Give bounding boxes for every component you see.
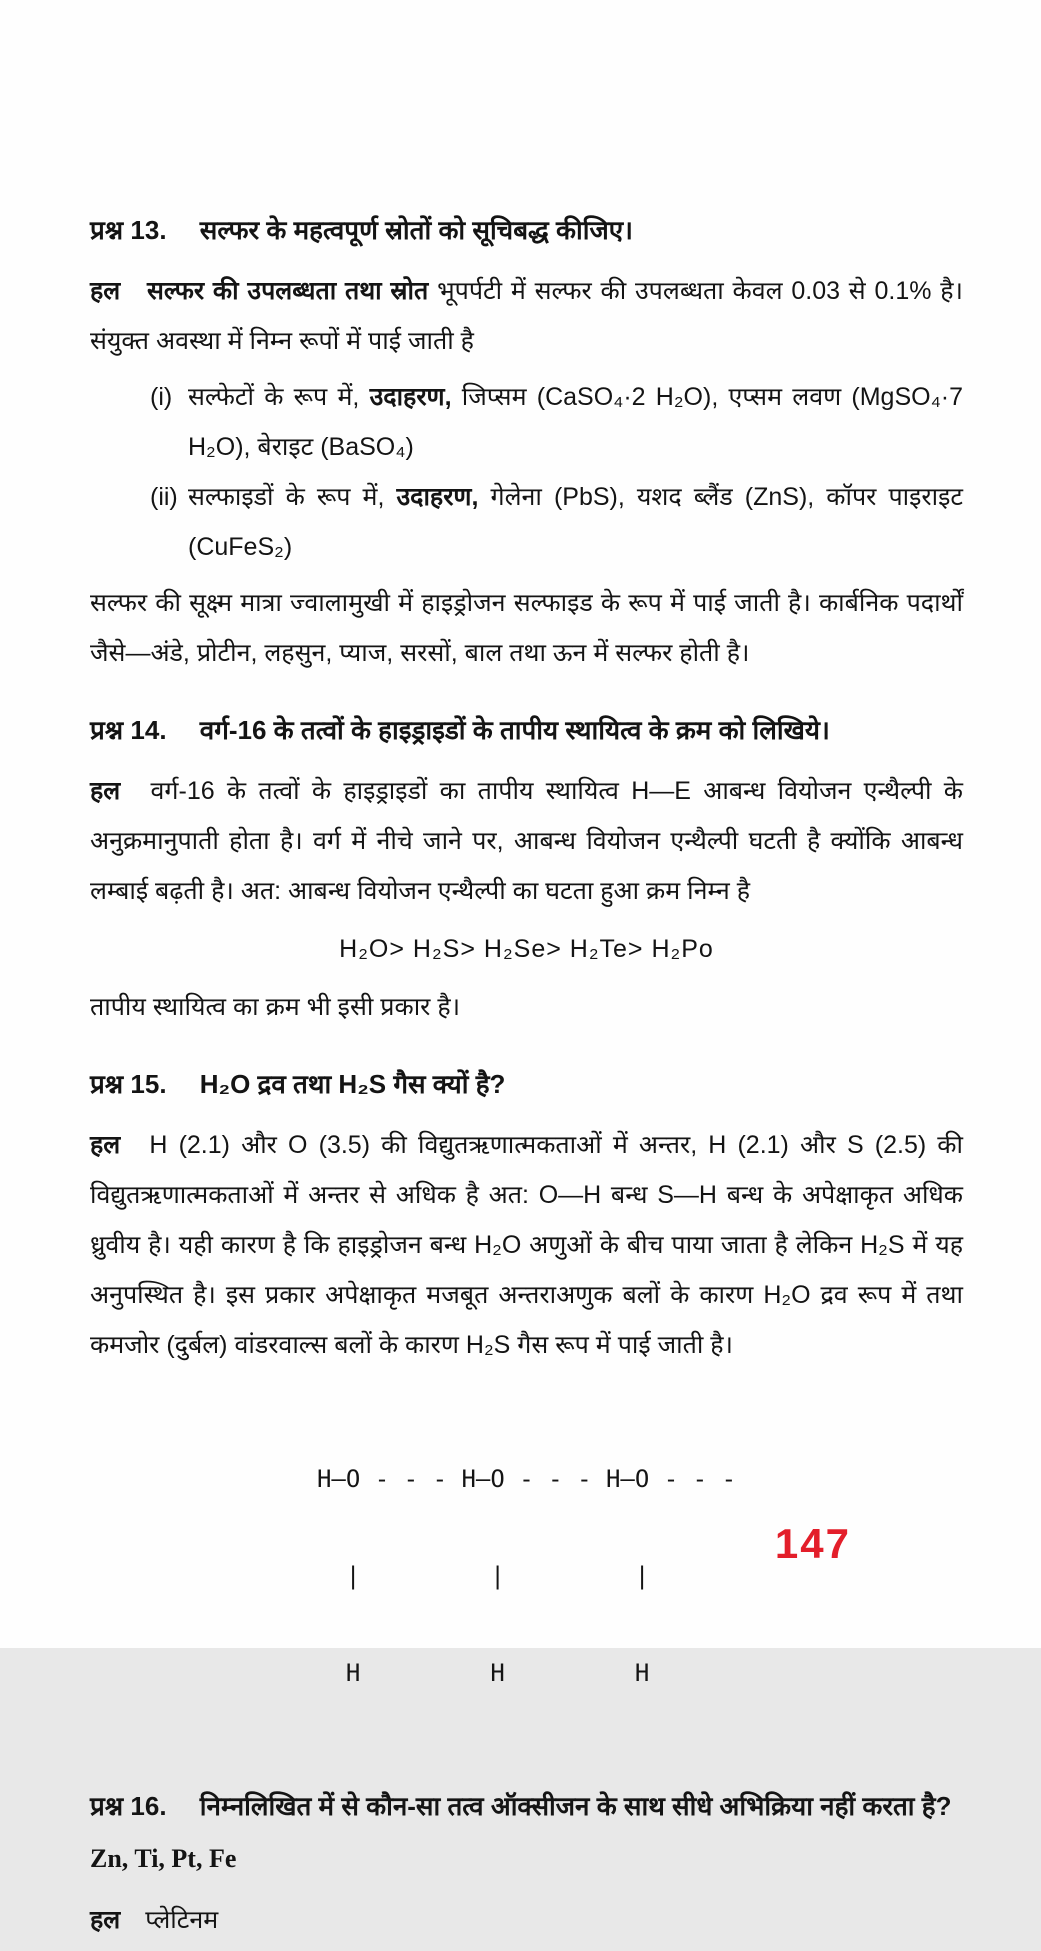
list-item-bold: उदाहरण, [369,383,452,411]
list-item-text [188,372,963,472]
sulphur-forms-list [150,372,963,572]
question-16-heading [90,1780,963,1885]
question-15-text: H₂O द्रव तथा H₂S गैस क्यों है? [199,1069,506,1099]
question-16-text: निम्नलिखित में से कौन-सा तत्व ऑक्सीजन के साथ सीधे अभिक्रिया नहीं करता [199,1791,915,1822]
question-13-closing-paragraph: सल्फर की सूक्ष्म मात्रा ज्वालामुखी में हाइड्रोजन सल्फाइड के रूप में पाई जाती है। कार्बनिक पदार्थों जैसे—अंडे, प्रोटीन, लहसुन, प्याज, सरसों, बाल तथा ऊन में सल्फर होती है। [90,589,963,667]
solution-15-label: हल [90,1131,121,1159]
page-content [90,178,963,1951]
solution-16-text: प्लेटिनम [145,1906,219,1935]
solution-13-lead: सल्फर की उपलब्धता तथा स्रोत [147,277,429,305]
diagram-line-3: H H H [316,1659,650,1688]
question-13-label: प्रश्न 13. [90,215,167,245]
question-16-text-line2: है? [921,1791,952,1822]
question-15-heading [90,1058,963,1110]
list-item-bold: उदाहरण, [396,483,479,511]
question-15-solution [90,1120,963,1370]
hydride-stability-order-formula: H₂O> H₂S> H₂Se> H₂Te> H₂Po [339,935,714,963]
list-item [150,372,963,472]
list-item-marker: (ii) [150,483,178,511]
question-14-solution [90,766,963,916]
question-14-label: प्रश्न 14. [90,715,167,745]
question-13-text: सल्फर के महत्वपूर्ण स्रोतों को सूचिबद्ध कीजिए। [199,215,633,245]
diagram-line-1: H—O - - - H—O - - - H—O - - - [316,1464,737,1493]
list-item-post: गेलेना (PbS), यशद ब्लैंड (ZnS), कॉपर पाइराइट (CuFeS₂) [188,483,963,561]
solution-13-text: भूपर्पटी में सल्फर की उपलब्धता केवल 0.03 से 0.1% है। संयुक्त अवस्था में निम्न रूपों में पाई जाती है [90,277,963,355]
list-item-post: जिप्सम (CaSO₄·2 H₂O), एप्सम लवण (MgSO₄·7 H₂O), बेराइट (BaSO₄) [188,383,964,461]
solution-15-text: H (2.1) और O (3.5) की विद्युतऋणात्मकताओं में अन्तर, H (2.1) और S (2.5) की विद्युतऋणात्मकताओं में अन्तर से अधिक है अत: O—H बन्ध S—H बन्ध के अपेक्षाकृत अधिक ध्रुवीय है। यही कारण है कि हाइड्रोजन बन्ध H₂O अणुओं के बीच पाया जाता है लेकिन H₂S में यह अनुपस्थित है। इस प्रकार अपेक्षाकृत मजबूत अन्तराअणुक बलों के कारण H₂O द्रव रूप में तथा कमजोर (दुर्बल) वांडरवाल्स बलों के कारण H₂S गैस रूप में पाई जाती है। [90,1131,963,1359]
question-16-solution [90,1895,963,1945]
list-item-text [188,472,963,572]
question-16-label: प्रश्न 16. [90,1791,167,1822]
solution-14-text: वर्ग-16 के तत्वों के हाइड्राइडों का तापीय स्थायित्व H—E आबन्ध वियोजन एन्थैल्पी के अनुक्रमानुपाती होता है। वर्ग में नीचे जाने पर, आबन्ध वियोजन एन्थैल्पी घटती है क्योंकि आबन्ध लम्बाई बढ़ती है। अत: आबन्ध वियोजन एन्थैल्पी का घटता हुआ क्रम निम्न है [90,777,963,905]
question-15-label: प्रश्न 15. [90,1069,167,1099]
question-14-text: वर्ग-16 के तत्वों के हाइड्राइडों के तापीय स्थायित्व के क्रम को लिखिये। [199,715,830,745]
question-14-closing: तापीय स्थायित्व का क्रम भी इसी प्रकार है। [90,993,461,1021]
page-number: 147 [774,1520,851,1567]
question-14-heading [90,704,963,756]
list-item-pre: सल्फाइडों के रूप में, [188,483,397,511]
hydrogen-bond-diagram [317,1398,736,1754]
question-16-element-options: Zn, Ti, Pt, Fe [90,1844,237,1874]
list-item [150,472,963,572]
solution-14-label: हल [90,777,121,805]
diagram-line-2: | | | [316,1561,650,1590]
question-13-solution [90,266,963,366]
list-item-pre: सल्फेटों के रूप में, [188,383,370,411]
solution-16-label: हल [90,1906,121,1935]
list-item-marker: (i) [150,383,173,411]
question-13-heading [90,204,963,256]
solution-13-label: हल [90,277,121,305]
